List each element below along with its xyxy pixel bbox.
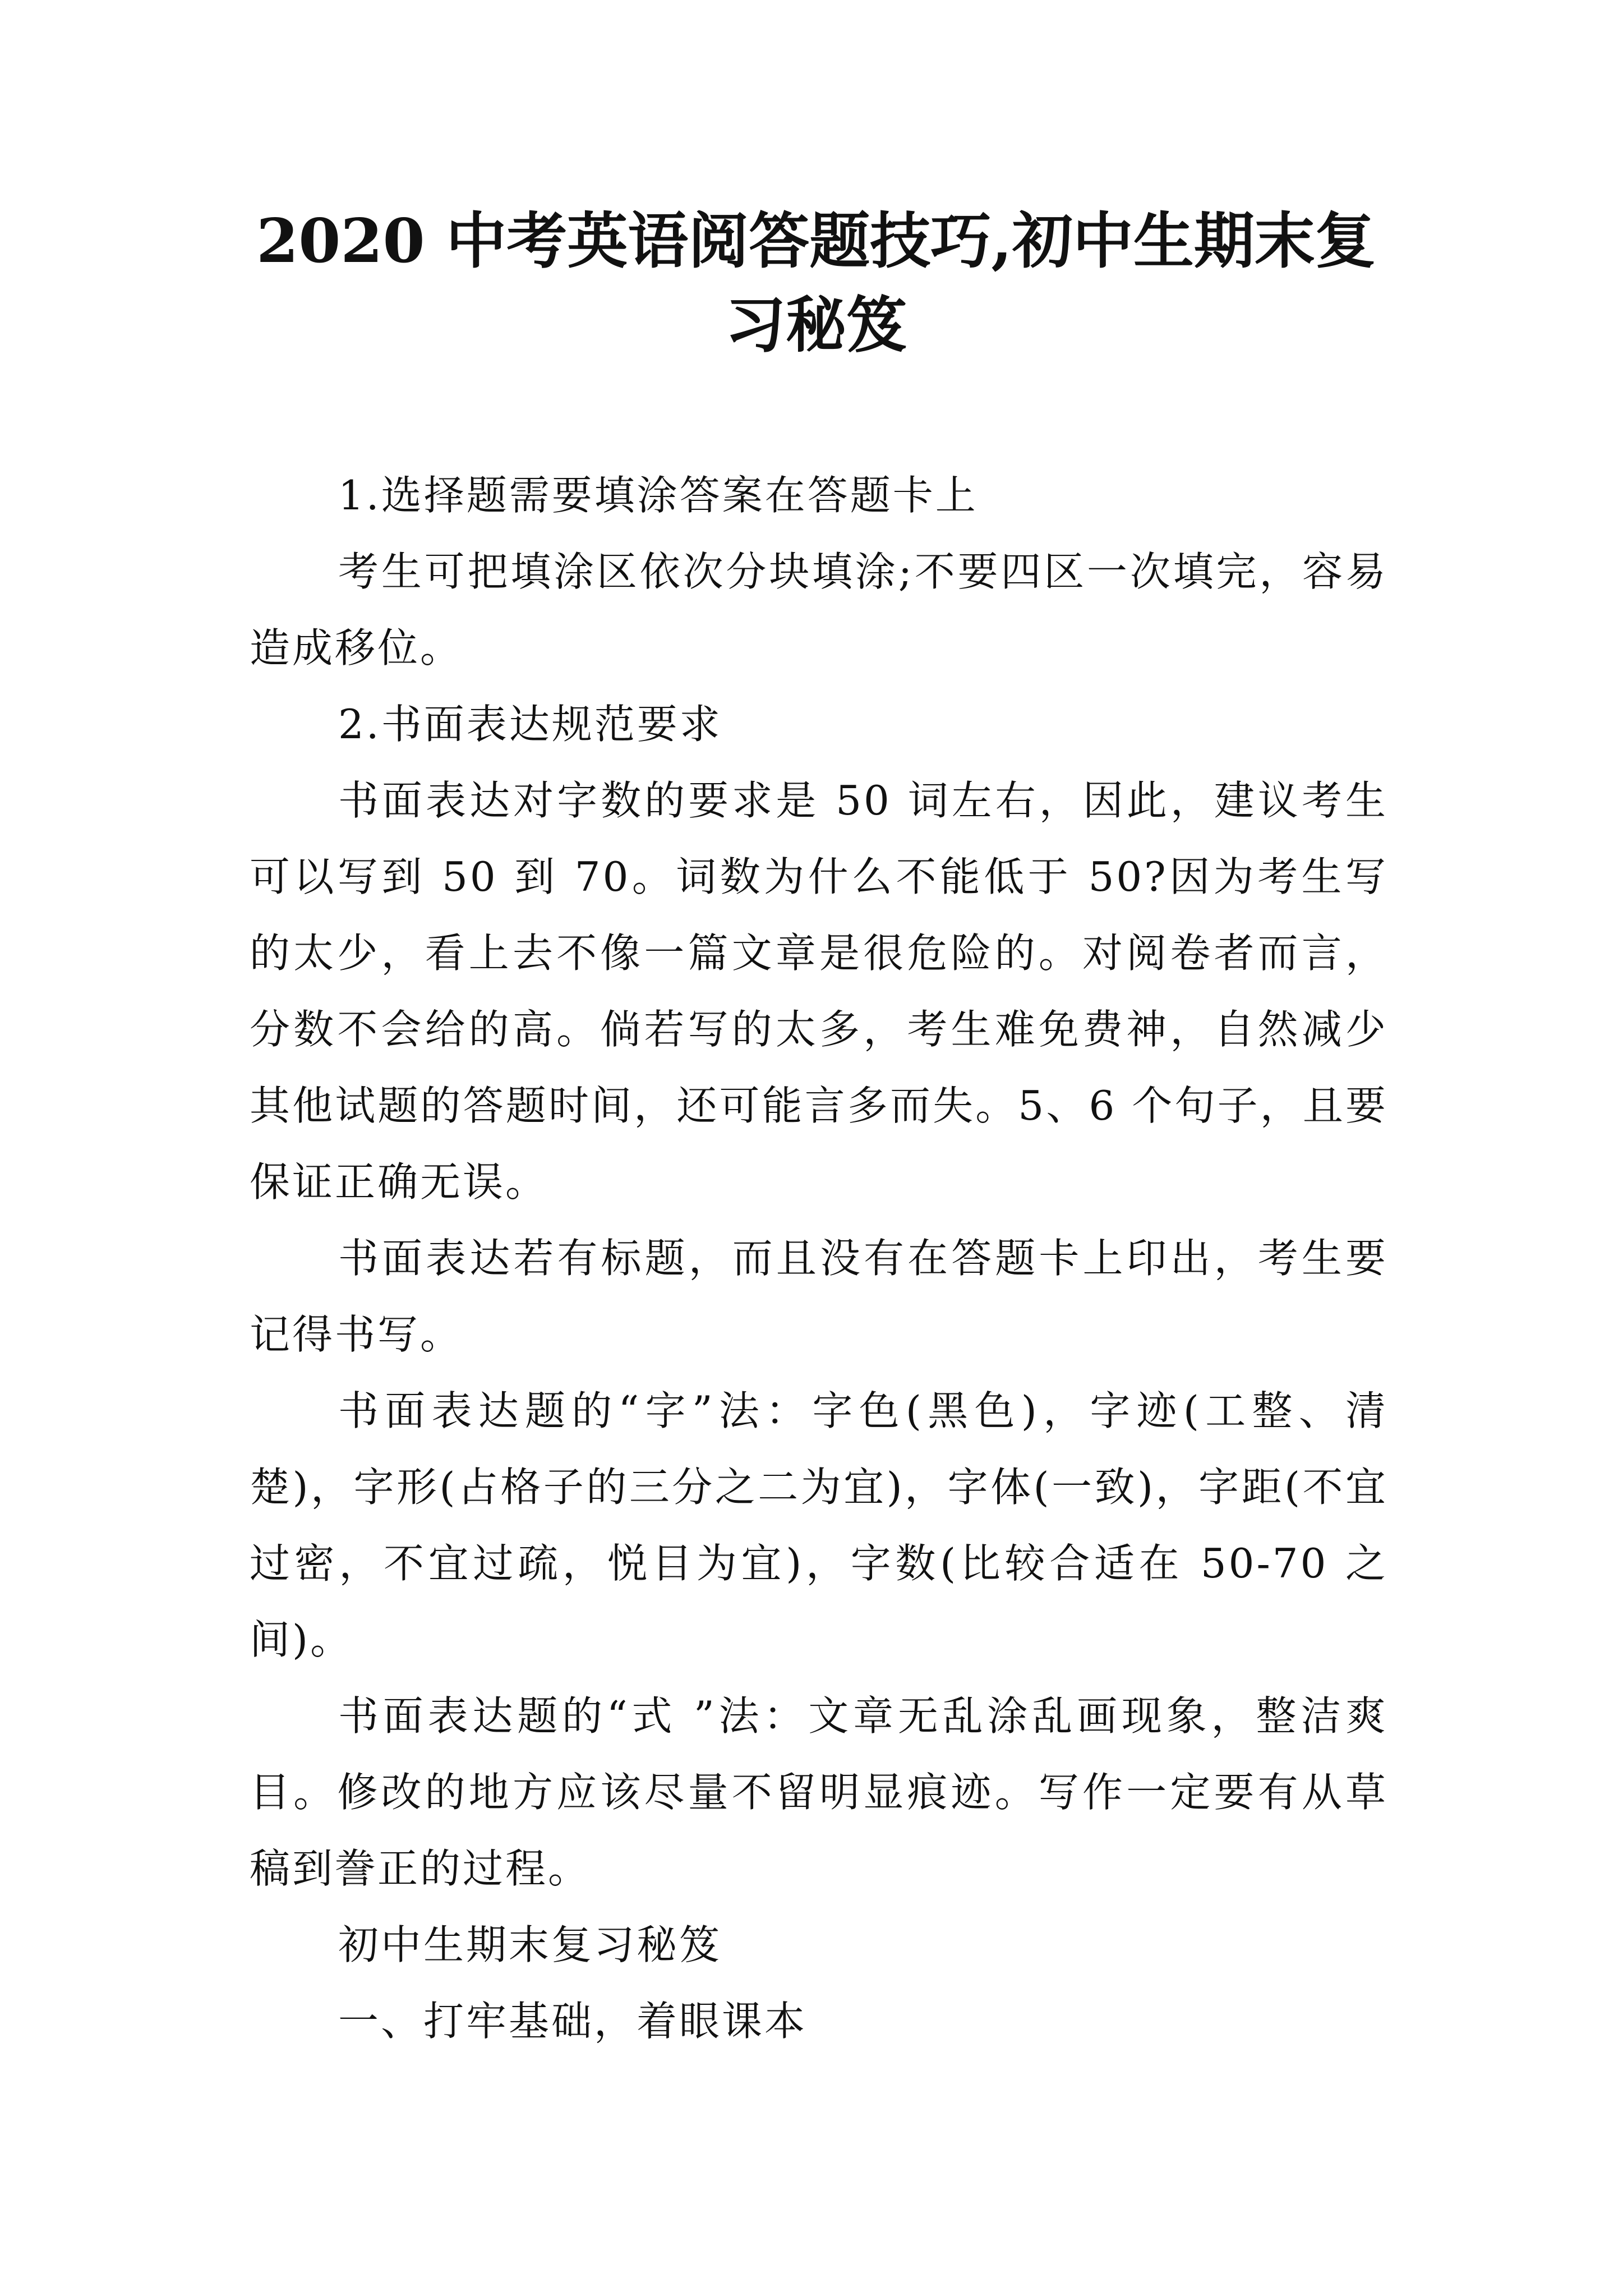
paragraph-6: 书面表达题的“字”法：字色(黑色)，字迹(工整、清楚)，字形(占格子的三分之二为宜)，字体(一致)，字距(不宜过密，不宜过疏，悦目为宜)，字数(比较合适在 50-70 之间)。 [250,1387,1388,1663]
paragraph-7: 书面表达题的“式 ”法：文章无乱涂乱画现象，整洁爽目。修改的地方应该尽量不留明显痕迹。写作一定要有从草稿到誊正的过程。 [250,1692,1388,1892]
document-body [250,457,1388,2059]
paragraph-3: 2.书面表达规范要求 [338,701,722,748]
paragraph-8: 初中生期末复习秘笈 [338,1921,722,1968]
paragraph-5: 书面表达若有标题，而且没有在答题卡上印出，考生要记得书写。 [250,1235,1388,1358]
paragraph-4: 书面表达对字数的要求是 50 词左右，因此，建议考生可以写到 50 到 70。词数为什么不能低于 50?因为考生写的太少，看上去不像一篇文章是很危险的。对阅卷者而言，分数不会给的高。倘若写的太多，考生难免费神，自然减少其他试题的答题时间，还可能言多而失。5、6 个句子，且要保证正确无误。 [250,777,1388,1205]
paragraph-9: 一、打牢基础，着眼课本 [338,1998,808,2045]
paragraph-2: 考生可把填涂区依次分块填涂;不要四区一次填完，容易造成移位。 [250,548,1388,671]
document-title: 2020 中考英语阅答题技巧,初中生期末复习秘笈 [256,206,1376,361]
paragraph-1: 1.选择题需要填涂答案在答题卡上 [338,472,978,519]
